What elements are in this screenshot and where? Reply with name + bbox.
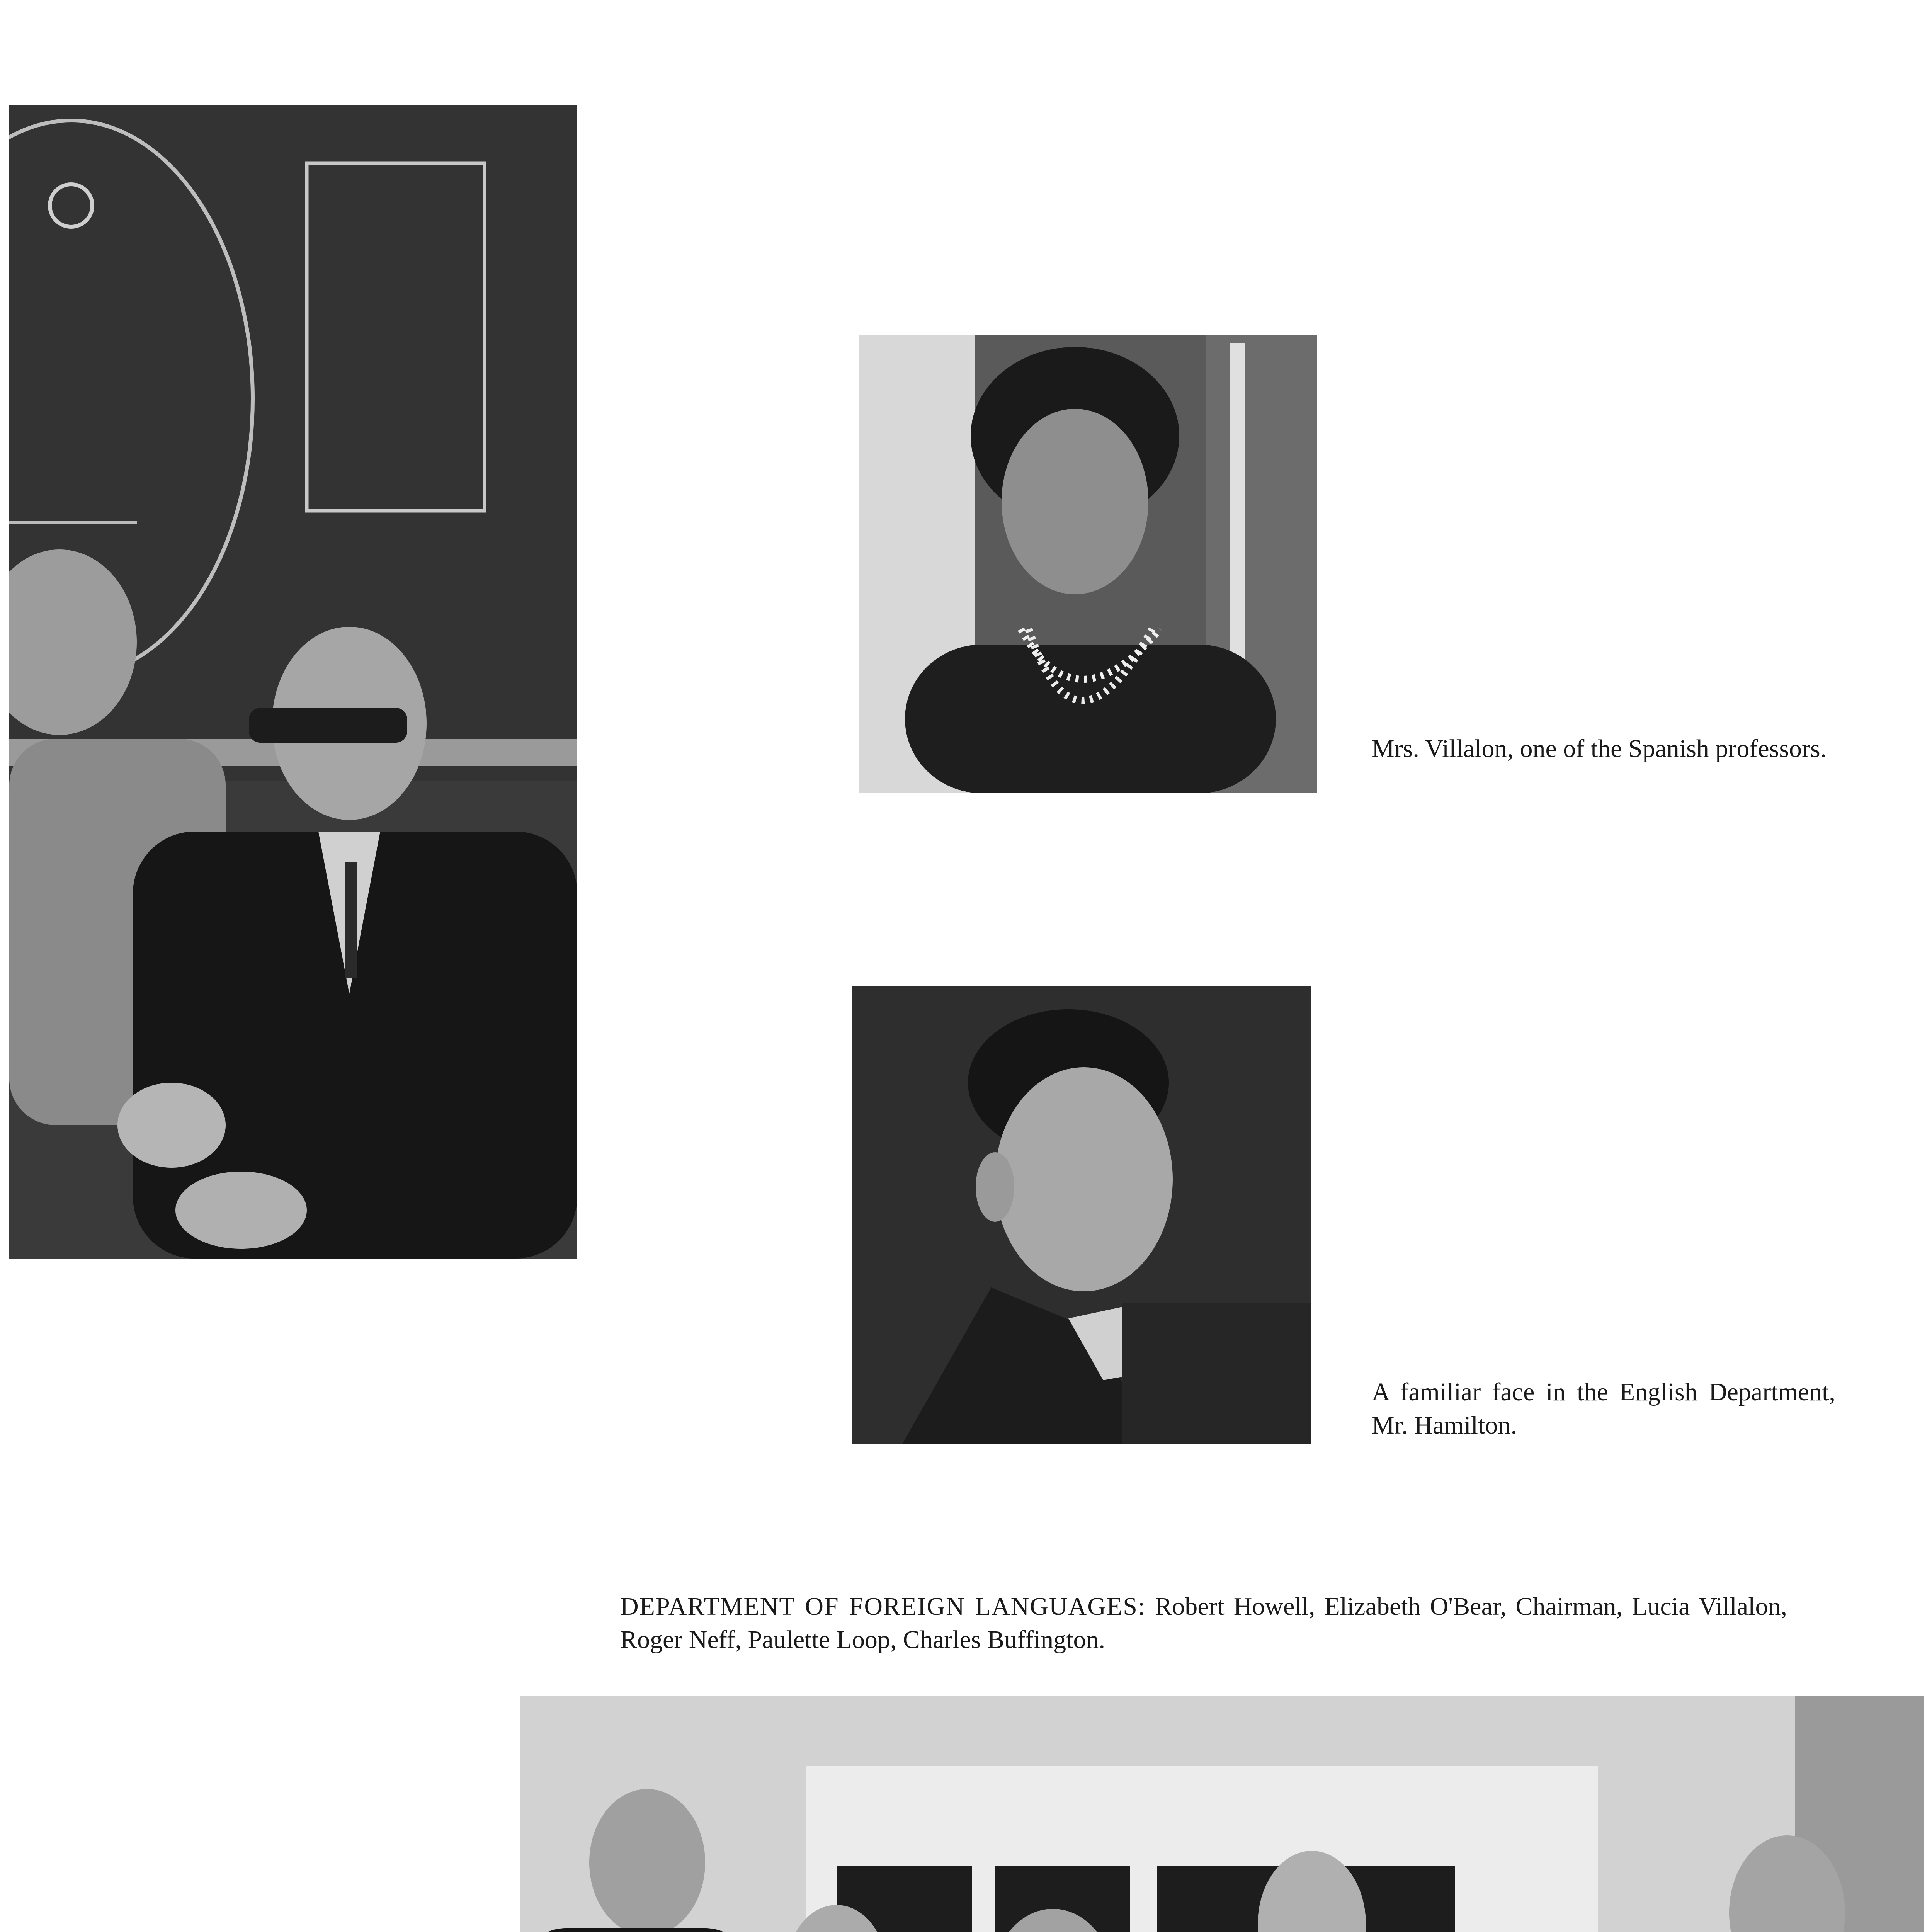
department-group-photo	[520, 1696, 1924, 1932]
villalon-portrait-photo	[859, 335, 1317, 793]
department-caption-heading: DEPARTMENT OF FOREIGN LANGUAGES:	[620, 1592, 1146, 1621]
classroom-photo-image	[9, 105, 577, 1259]
department-caption	[620, 1590, 1787, 1656]
department-caption-names: Robert Howell, Elizabeth O'Bear, Chairman, Lucia Villalon, Roger Neff, Paulette Loop, Charles Buffington.	[620, 1592, 1787, 1654]
villalon-portrait-image	[859, 335, 1317, 793]
hamilton-caption: A familiar face in the English Department, Mr. Hamilton.	[1372, 1378, 1835, 1439]
department-group-image	[520, 1696, 1924, 1932]
classroom-photo	[9, 105, 577, 1259]
villalon-caption: Mrs. Villalon, one of the Spanish professors.	[1372, 735, 1827, 763]
hamilton-portrait-photo	[852, 986, 1311, 1444]
hamilton-portrait-image	[852, 986, 1311, 1444]
